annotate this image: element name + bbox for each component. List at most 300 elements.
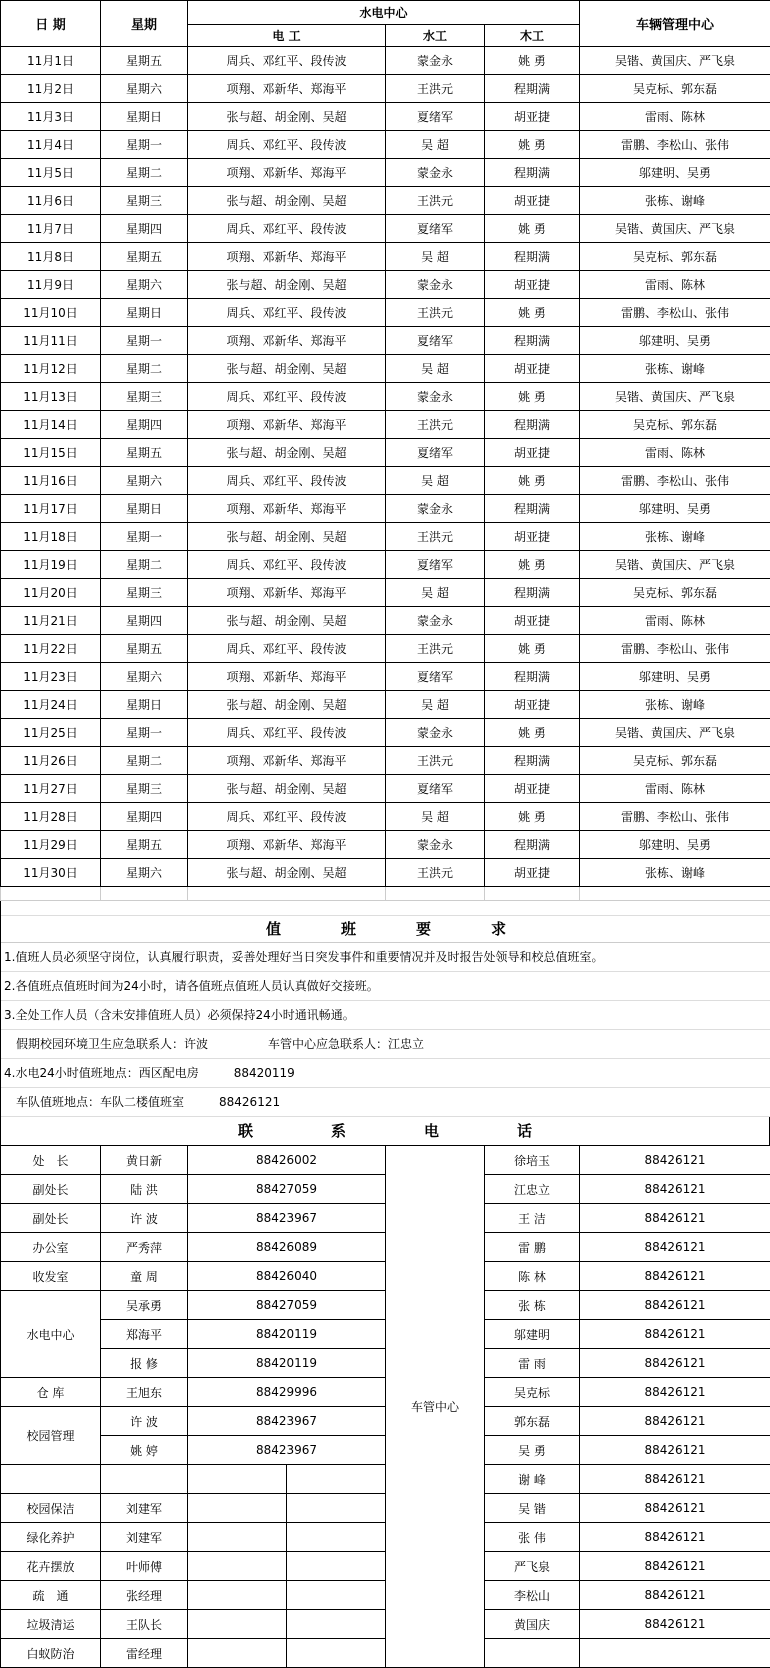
vehicle-contact-name: 黄国庆 — [485, 1610, 580, 1639]
header-electrician: 电 工 — [188, 25, 386, 47]
cell-carpenter: 姚 勇 — [485, 299, 580, 327]
blank-cell — [287, 1494, 386, 1523]
cell-carpenter: 姚 勇 — [485, 131, 580, 159]
cell-date: 11月29日 — [1, 831, 101, 859]
water-phone: 88420119 — [234, 1066, 295, 1080]
cell-weekday: 星期六 — [101, 859, 188, 887]
cell-weekday: 星期一 — [101, 523, 188, 551]
cell-carpenter: 胡亚捷 — [485, 271, 580, 299]
vehicle-contact-name: 吴 锴 — [485, 1494, 580, 1523]
blank-cell — [287, 1523, 386, 1552]
table-row — [1, 243, 770, 271]
cell-vehicle: 张栋、谢峰 — [580, 355, 770, 383]
cell-weekday: 星期二 — [101, 355, 188, 383]
contact-row — [1, 1436, 770, 1465]
contact-row — [1, 1581, 770, 1610]
blank-cell — [287, 1465, 386, 1494]
vehicle-contact-name: 邬建明 — [485, 1320, 580, 1349]
cell-weekday: 星期三 — [101, 187, 188, 215]
cell-vehicle: 雷雨、陈林 — [580, 775, 770, 803]
table-row — [1, 775, 770, 803]
vehicle-center-label: 车管中心 — [386, 1146, 485, 1668]
service-dept: 疏 通 — [1, 1581, 101, 1610]
cell-weekday: 星期二 — [101, 159, 188, 187]
cell-plumber: 吴 超 — [386, 131, 485, 159]
table-row — [1, 103, 770, 131]
table-row — [1, 467, 770, 495]
table-row — [1, 299, 770, 327]
vehicle-contact-phone: 88426121 — [580, 1494, 770, 1523]
table-row — [1, 327, 770, 355]
cell-vehicle: 张栋、谢峰 — [580, 523, 770, 551]
vehicle-contact-phone: 88426121 — [580, 1465, 770, 1494]
contact-row — [1, 1407, 770, 1436]
service-name: 叶师傅 — [101, 1552, 188, 1581]
vehicle-contact-name: 吴克标 — [485, 1378, 580, 1407]
contact-name: 严秀萍 — [101, 1233, 188, 1262]
cell-plumber: 王洪元 — [386, 523, 485, 551]
cell-weekday: 星期三 — [101, 775, 188, 803]
table-row — [1, 271, 770, 299]
contact-dept: 副处长 — [1, 1175, 101, 1204]
service-dept: 绿化养护 — [1, 1523, 101, 1552]
cell-plumber: 夏绪军 — [386, 215, 485, 243]
blank-cell — [386, 887, 485, 901]
contact-name: 报 修 — [101, 1349, 188, 1378]
cell-vehicle: 雷鹏、李松山、张伟 — [580, 635, 770, 663]
blank-cell — [287, 1552, 386, 1581]
cell-carpenter: 胡亚捷 — [485, 859, 580, 887]
cell-vehicle: 邬建明、吴勇 — [580, 831, 770, 859]
cell-vehicle: 吴锴、黄国庆、严飞泉 — [580, 383, 770, 411]
env-contact: 假期校园环境卫生应急联系人：许波 — [16, 1037, 208, 1051]
cell-electrician: 项翔、邓新华、郑海平 — [188, 495, 386, 523]
blank-cell — [188, 887, 386, 901]
header-weekday: 星期 — [101, 1, 188, 47]
cell-carpenter: 程期满 — [485, 831, 580, 859]
table-row — [1, 439, 770, 467]
service-name: 刘建军 — [101, 1523, 188, 1552]
vehicle-contact-name: 雷 雨 — [485, 1349, 580, 1378]
contact-phone: 88423967 — [188, 1204, 386, 1233]
requirement-1: 1.值班人员必须坚守岗位，认真履行职责，妥善处理好当日突发事件和重要情况并及时报告处领导和校总值班室。 — [1, 943, 770, 972]
contact-name: 吴承勇 — [101, 1291, 188, 1320]
contact-name: 王旭东 — [101, 1378, 188, 1407]
cell-plumber: 王洪元 — [386, 299, 485, 327]
cell-plumber: 蒙金永 — [386, 383, 485, 411]
cell-plumber: 王洪元 — [386, 75, 485, 103]
cell-vehicle: 吴锴、黄国庆、严飞泉 — [580, 719, 770, 747]
cell-electrician: 周兵、邓红平、段传波 — [188, 299, 386, 327]
table-row — [1, 495, 770, 523]
table-row — [1, 579, 770, 607]
requirements-title: 值班要求 — [1, 916, 770, 943]
contact-row — [1, 1233, 770, 1262]
vehicle-contact-phone: 88426121 — [580, 1204, 770, 1233]
cell-date: 11月1日 — [1, 47, 101, 75]
service-dept: 校园保洁 — [1, 1494, 101, 1523]
cell-electrician: 周兵、邓红平、段传波 — [188, 131, 386, 159]
cell-weekday: 星期四 — [101, 215, 188, 243]
requirement-4 — [1, 1059, 770, 1088]
contact-phone: 88423967 — [188, 1436, 386, 1465]
cell-carpenter: 胡亚捷 — [485, 607, 580, 635]
contact-row — [1, 1639, 770, 1668]
table-row — [1, 607, 770, 635]
contacts-table — [0, 1145, 770, 1668]
cell-carpenter: 胡亚捷 — [485, 187, 580, 215]
contact-dept: 仓 库 — [1, 1378, 101, 1407]
contact-phone: 88427059 — [188, 1291, 386, 1320]
cell-plumber: 夏绪军 — [386, 551, 485, 579]
table-row — [1, 747, 770, 775]
table-row — [1, 551, 770, 579]
cell-vehicle: 邬建明、吴勇 — [580, 663, 770, 691]
cell-weekday: 星期日 — [101, 103, 188, 131]
vehicle-contact-name: 徐培玉 — [485, 1146, 580, 1175]
cell-electrician: 张与超、胡金刚、吴超 — [188, 355, 386, 383]
blank-cell — [287, 1639, 386, 1668]
contact-phone: 88427059 — [188, 1175, 386, 1204]
cell-carpenter: 程期满 — [485, 327, 580, 355]
cell-electrician: 张与超、胡金刚、吴超 — [188, 859, 386, 887]
vehicle-contact-phone: 88426121 — [580, 1291, 770, 1320]
cell-carpenter: 程期满 — [485, 411, 580, 439]
cell-carpenter: 程期满 — [485, 747, 580, 775]
cell-date: 11月4日 — [1, 131, 101, 159]
cell-date: 11月25日 — [1, 719, 101, 747]
header-plumber: 水工 — [386, 25, 485, 47]
water-location: 4.水电24小时值班地点：西区配电房 — [4, 1066, 199, 1080]
cell-weekday: 星期六 — [101, 75, 188, 103]
vehicle-contact-phone: 88426121 — [580, 1262, 770, 1291]
cell-plumber: 吴 超 — [386, 243, 485, 271]
blank-cell — [188, 1552, 287, 1581]
cell-weekday: 星期五 — [101, 439, 188, 467]
cell-plumber: 蒙金永 — [386, 159, 485, 187]
table-row — [1, 131, 770, 159]
cell-electrician: 项翔、邓新华、郑海平 — [188, 159, 386, 187]
cell-plumber: 王洪元 — [386, 187, 485, 215]
cell-vehicle: 雷鹏、李松山、张伟 — [580, 803, 770, 831]
service-name: 王队长 — [101, 1610, 188, 1639]
service-dept: 垃圾清运 — [1, 1610, 101, 1639]
vehicle-contact-name: 陈 林 — [485, 1262, 580, 1291]
cell-vehicle: 雷雨、陈林 — [580, 607, 770, 635]
team-phone: 88426121 — [219, 1095, 280, 1109]
cell-vehicle: 雷鹏、李松山、张伟 — [580, 467, 770, 495]
contact-phone: 88426089 — [188, 1233, 386, 1262]
blank-cell — [1, 887, 101, 901]
cell-vehicle: 吴克标、郭东磊 — [580, 243, 770, 271]
vehicle-contact-name: 李松山 — [485, 1581, 580, 1610]
cell-date: 11月18日 — [1, 523, 101, 551]
contact-row — [1, 1204, 770, 1233]
contact-row — [1, 1146, 770, 1175]
cell-date: 11月24日 — [1, 691, 101, 719]
vehicle-contact-phone: 88426121 — [580, 1175, 770, 1204]
table-row — [1, 803, 770, 831]
cell-electrician: 项翔、邓新华、郑海平 — [188, 663, 386, 691]
cell-date: 11月22日 — [1, 635, 101, 663]
duty-requirements — [0, 901, 770, 1117]
blank-cell — [188, 1581, 287, 1610]
blank-cell — [188, 1494, 287, 1523]
contact-dept: 副处长 — [1, 1204, 101, 1233]
cell-carpenter: 胡亚捷 — [485, 523, 580, 551]
blank-row — [1, 901, 770, 916]
vehicle-contact-name: 严飞泉 — [485, 1552, 580, 1581]
cell-carpenter: 程期满 — [485, 579, 580, 607]
table-row — [1, 411, 770, 439]
vehicle-contact-phone: 88426121 — [580, 1146, 770, 1175]
blank-cell — [188, 1523, 287, 1552]
contact-row — [1, 1494, 770, 1523]
cell-carpenter: 姚 勇 — [485, 215, 580, 243]
contact-row — [1, 1349, 770, 1378]
service-name: 雷经理 — [101, 1639, 188, 1668]
contact-name: 童 周 — [101, 1262, 188, 1291]
cell-date: 11月3日 — [1, 103, 101, 131]
cell-date: 11月26日 — [1, 747, 101, 775]
cell-date: 11月13日 — [1, 383, 101, 411]
cell-weekday: 星期六 — [101, 663, 188, 691]
contact-dept: 办公室 — [1, 1233, 101, 1262]
cell-plumber: 夏绪军 — [386, 663, 485, 691]
vehicle-contact-name: 张 栋 — [485, 1291, 580, 1320]
cell-electrician: 项翔、邓新华、郑海平 — [188, 747, 386, 775]
blank-cell — [1, 1465, 101, 1494]
cell-vehicle: 雷雨、陈林 — [580, 271, 770, 299]
cell-plumber: 吴 超 — [386, 691, 485, 719]
blank-cell — [188, 1610, 287, 1639]
table-row — [1, 215, 770, 243]
blank-cell — [101, 887, 188, 901]
cell-plumber: 夏绪军 — [386, 775, 485, 803]
cell-plumber: 夏绪军 — [386, 439, 485, 467]
cell-date: 11月21日 — [1, 607, 101, 635]
cell-weekday: 星期日 — [101, 299, 188, 327]
vehicle-contact-name: 雷 鹏 — [485, 1233, 580, 1262]
vehicle-contact-phone: 88426121 — [580, 1349, 770, 1378]
contact-row — [1, 1552, 770, 1581]
cell-vehicle: 张栋、谢峰 — [580, 691, 770, 719]
cell-carpenter: 姚 勇 — [485, 803, 580, 831]
cell-electrician: 周兵、邓红平、段传波 — [188, 551, 386, 579]
contact-name: 陆 洪 — [101, 1175, 188, 1204]
vehicle-contact-phone: 88426121 — [580, 1378, 770, 1407]
vehicle-contact-phone: 88426121 — [580, 1320, 770, 1349]
cell-vehicle: 雷鹏、李松山、张伟 — [580, 299, 770, 327]
cell-weekday: 星期日 — [101, 495, 188, 523]
requirement-2: 2.各值班点值班时间为24小时，请各值班点值班人员认真做好交接班。 — [1, 972, 770, 1001]
cell-weekday: 星期五 — [101, 243, 188, 271]
cell-vehicle: 邬建明、吴勇 — [580, 159, 770, 187]
cell-weekday: 星期四 — [101, 411, 188, 439]
cell-date: 11月19日 — [1, 551, 101, 579]
cell-date: 11月12日 — [1, 355, 101, 383]
cell-plumber: 蒙金永 — [386, 607, 485, 635]
cell-plumber: 夏绪军 — [386, 327, 485, 355]
vehicle-contact-name: 谢 峰 — [485, 1465, 580, 1494]
blank-cell — [287, 1581, 386, 1610]
contact-dept: 水电中心 — [1, 1291, 101, 1378]
cell-weekday: 星期五 — [101, 635, 188, 663]
header-vehicle-center: 车辆管理中心 — [580, 1, 770, 47]
cell-electrician: 张与超、胡金刚、吴超 — [188, 439, 386, 467]
cell-weekday: 星期五 — [101, 47, 188, 75]
table-row — [1, 859, 770, 887]
contact-phone: 88420119 — [188, 1349, 386, 1378]
cell-vehicle: 吴锴、黄国庆、严飞泉 — [580, 47, 770, 75]
table-row — [1, 383, 770, 411]
cell-electrician: 项翔、邓新华、郑海平 — [188, 411, 386, 439]
service-name: 张经理 — [101, 1581, 188, 1610]
cell-carpenter: 姚 勇 — [485, 635, 580, 663]
cell-electrician: 张与超、胡金刚、吴超 — [188, 607, 386, 635]
table-row-blank — [1, 887, 770, 901]
cell-weekday: 星期一 — [101, 719, 188, 747]
vehicle-contact-name: 郭东磊 — [485, 1407, 580, 1436]
vehicle-contact-phone: 88426121 — [580, 1436, 770, 1465]
cell-carpenter: 胡亚捷 — [485, 439, 580, 467]
cell-date: 11月9日 — [1, 271, 101, 299]
cell-electrician: 张与超、胡金刚、吴超 — [188, 187, 386, 215]
cell-date: 11月28日 — [1, 803, 101, 831]
cell-plumber: 蒙金永 — [386, 495, 485, 523]
contact-row — [1, 1378, 770, 1407]
contact-row — [1, 1262, 770, 1291]
contact-name: 许 波 — [101, 1407, 188, 1436]
cell-electrician: 张与超、胡金刚、吴超 — [188, 775, 386, 803]
emergency-contacts — [1, 1030, 770, 1059]
cell-plumber: 王洪元 — [386, 747, 485, 775]
contact-phone: 88426040 — [188, 1262, 386, 1291]
cell-plumber: 蒙金永 — [386, 47, 485, 75]
contact-phone: 88429996 — [188, 1378, 386, 1407]
cell-weekday: 星期一 — [101, 131, 188, 159]
cell-date: 11月16日 — [1, 467, 101, 495]
cell-date: 11月6日 — [1, 187, 101, 215]
vehicle-contact-phone: 88426121 — [580, 1610, 770, 1639]
contact-dept: 收发室 — [1, 1262, 101, 1291]
service-name: 刘建军 — [101, 1494, 188, 1523]
vehicle-contact-phone: 88426121 — [580, 1552, 770, 1581]
requirement-3: 3.全处工作人员（含未安排值班人员）必须保持24小时通讯畅通。 — [1, 1001, 770, 1030]
cell-plumber: 蒙金永 — [386, 719, 485, 747]
cell-plumber: 蒙金永 — [386, 271, 485, 299]
cell-electrician: 周兵、邓红平、段传波 — [188, 383, 386, 411]
cell-vehicle: 张栋、谢峰 — [580, 859, 770, 887]
cell-electrician: 周兵、邓红平、段传波 — [188, 635, 386, 663]
cell-electrician: 周兵、邓红平、段传波 — [188, 803, 386, 831]
cell-carpenter: 姚 勇 — [485, 383, 580, 411]
cell-plumber: 吴 超 — [386, 467, 485, 495]
cell-carpenter: 胡亚捷 — [485, 103, 580, 131]
table-row — [1, 635, 770, 663]
cell-vehicle: 吴克标、郭东磊 — [580, 411, 770, 439]
cell-vehicle: 雷雨、陈林 — [580, 103, 770, 131]
contact-phone: 88426002 — [188, 1146, 386, 1175]
cell-electrician: 周兵、邓红平、段传波 — [188, 719, 386, 747]
blank-cell — [101, 1465, 188, 1494]
cell-weekday: 星期四 — [101, 803, 188, 831]
table-row — [1, 187, 770, 215]
vehicle-contact-name: 王 洁 — [485, 1204, 580, 1233]
cell-date: 11月7日 — [1, 215, 101, 243]
cell-vehicle: 吴克标、郭东磊 — [580, 75, 770, 103]
table-row — [1, 691, 770, 719]
cell-vehicle: 张栋、谢峰 — [580, 187, 770, 215]
cell-carpenter: 程期满 — [485, 243, 580, 271]
cell-plumber: 王洪元 — [386, 635, 485, 663]
cell-date: 11月8日 — [1, 243, 101, 271]
vehicle-contact-name: 张 伟 — [485, 1523, 580, 1552]
contact-name: 姚 婷 — [101, 1436, 188, 1465]
cell-plumber: 蒙金永 — [386, 831, 485, 859]
cell-weekday: 星期五 — [101, 831, 188, 859]
vehicle-contact-name: 吴 勇 — [485, 1436, 580, 1465]
blank-cell — [580, 1639, 770, 1668]
cell-weekday: 星期一 — [101, 327, 188, 355]
table-row — [1, 831, 770, 859]
cell-date: 11月17日 — [1, 495, 101, 523]
team-location-line — [1, 1088, 770, 1117]
cell-electrician: 项翔、邓新华、郑海平 — [188, 831, 386, 859]
header-water-center: 水电中心 — [188, 1, 580, 25]
table-row — [1, 47, 770, 75]
team-location: 车队值班地点：车队二楼值班室 — [16, 1095, 184, 1109]
cell-vehicle: 雷鹏、李松山、张伟 — [580, 131, 770, 159]
service-dept: 花卉摆放 — [1, 1552, 101, 1581]
cell-plumber: 吴 超 — [386, 355, 485, 383]
table-row — [1, 523, 770, 551]
cell-carpenter: 胡亚捷 — [485, 775, 580, 803]
cell-date: 11月23日 — [1, 663, 101, 691]
table-row — [1, 355, 770, 383]
cell-date: 11月15日 — [1, 439, 101, 467]
cell-carpenter: 程期满 — [485, 495, 580, 523]
cell-plumber: 吴 超 — [386, 803, 485, 831]
contact-name: 黄日新 — [101, 1146, 188, 1175]
header-date: 日 期 — [1, 1, 101, 47]
vehicle-contact-phone: 88426121 — [580, 1523, 770, 1552]
cell-electrician: 张与超、胡金刚、吴超 — [188, 691, 386, 719]
contact-dept: 处 长 — [1, 1146, 101, 1175]
table-row — [1, 75, 770, 103]
cell-plumber: 夏绪军 — [386, 103, 485, 131]
cell-date: 11月27日 — [1, 775, 101, 803]
cell-vehicle: 雷雨、陈林 — [580, 439, 770, 467]
cell-date: 11月30日 — [1, 859, 101, 887]
cell-carpenter: 姚 勇 — [485, 719, 580, 747]
cell-electrician: 周兵、邓红平、段传波 — [188, 467, 386, 495]
cell-weekday: 星期六 — [101, 271, 188, 299]
cell-carpenter: 程期满 — [485, 663, 580, 691]
cell-electrician: 项翔、邓新华、郑海平 — [188, 75, 386, 103]
cell-weekday: 星期四 — [101, 607, 188, 635]
cell-date: 11月5日 — [1, 159, 101, 187]
cell-electrician: 张与超、胡金刚、吴超 — [188, 523, 386, 551]
table-row — [1, 719, 770, 747]
cell-carpenter: 姚 勇 — [485, 467, 580, 495]
cell-vehicle: 邬建明、吴勇 — [580, 495, 770, 523]
contact-row — [1, 1320, 770, 1349]
contacts-title: 联系电话 — [0, 1117, 770, 1145]
cell-weekday: 星期三 — [101, 579, 188, 607]
contact-phone: 88423967 — [188, 1407, 386, 1436]
vehicle-contact-phone: 88426121 — [580, 1233, 770, 1262]
